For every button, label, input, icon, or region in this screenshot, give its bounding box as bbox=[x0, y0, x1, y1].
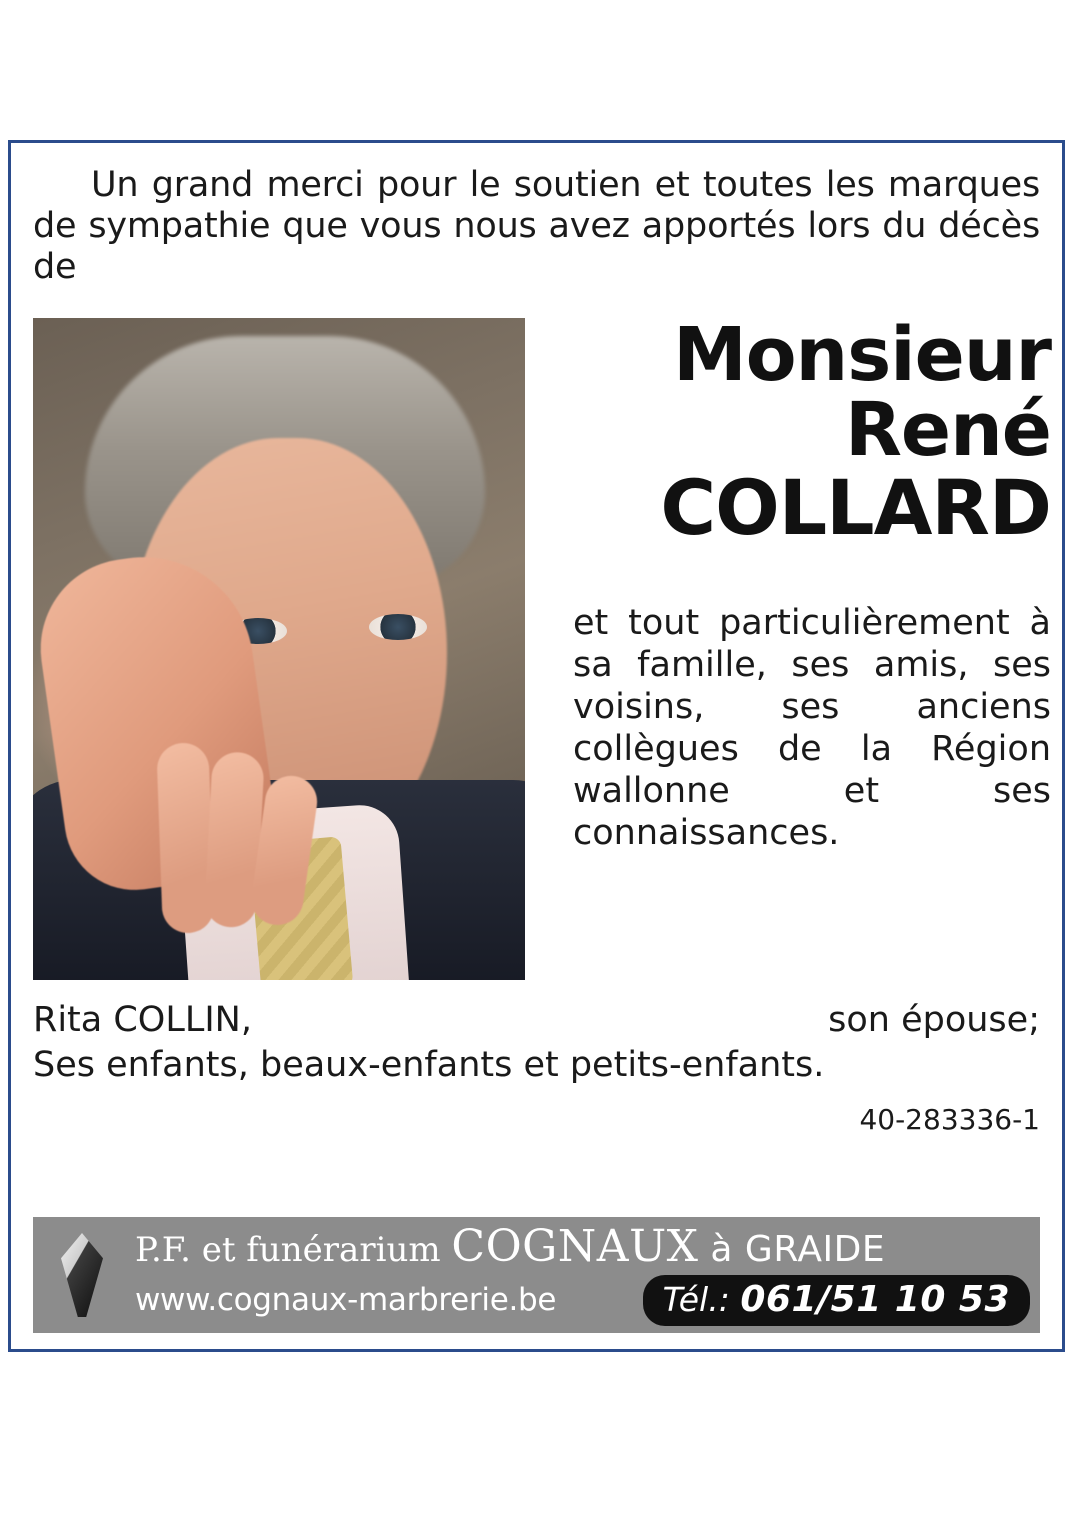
family-signatures bbox=[33, 998, 1040, 1089]
banner-tel-number: 061/51 10 53 bbox=[740, 1278, 1010, 1320]
name-and-thanks-column bbox=[573, 311, 1051, 854]
reference-number: 40-283336-1 bbox=[859, 1102, 1040, 1136]
banner-company-line bbox=[129, 1221, 1030, 1273]
portrait-photo bbox=[33, 318, 525, 980]
deceased-name-line2: René bbox=[844, 387, 1051, 474]
banner-text bbox=[129, 1221, 1040, 1325]
thanks-text: et tout particulièrement à sa famille, ses amis, ses voisins, ses anciens collègues de la Région wallonne et ses connaissances. bbox=[573, 603, 1051, 854]
diamond-shape bbox=[61, 1233, 103, 1317]
widow-name: Rita COLLIN, bbox=[33, 999, 252, 1040]
banner-phone-pill[interactable] bbox=[643, 1275, 1030, 1326]
banner-brand: COGNAUX bbox=[451, 1221, 699, 1273]
deceased-name bbox=[573, 311, 1051, 552]
notice-frame bbox=[8, 140, 1065, 1352]
banner-location: à GRAIDE bbox=[698, 1229, 886, 1271]
banner-contact-line bbox=[129, 1275, 1030, 1326]
deceased-name-line1: Monsieur bbox=[673, 311, 1051, 398]
diamond-icon bbox=[33, 1217, 129, 1333]
widow-relation: son épouse; bbox=[828, 999, 1040, 1040]
photo-and-name-block bbox=[33, 311, 1051, 990]
banner-tel-label: Tél.: bbox=[662, 1279, 730, 1319]
funeral-home-banner bbox=[33, 1217, 1040, 1333]
thanks-paragraph bbox=[573, 602, 1051, 854]
banner-prefix: P.F. et funérarium bbox=[135, 1230, 452, 1271]
portrait-image bbox=[33, 318, 525, 980]
deceased-name-line3: COLLARD bbox=[660, 462, 1051, 552]
widow-row bbox=[33, 998, 1040, 1044]
intro-paragraph: Un grand merci pour le soutien et toutes les marques de sympathie que vous nous avez apportés lors du décès de bbox=[33, 165, 1040, 287]
photo-eye-right bbox=[369, 614, 427, 640]
banner-website[interactable]: www.cognaux-marbrerie.be bbox=[135, 1282, 557, 1319]
notice-inner bbox=[33, 165, 1051, 1331]
children-line: Ses enfants, beaux-enfants et petits-enfants. bbox=[33, 1045, 825, 1086]
